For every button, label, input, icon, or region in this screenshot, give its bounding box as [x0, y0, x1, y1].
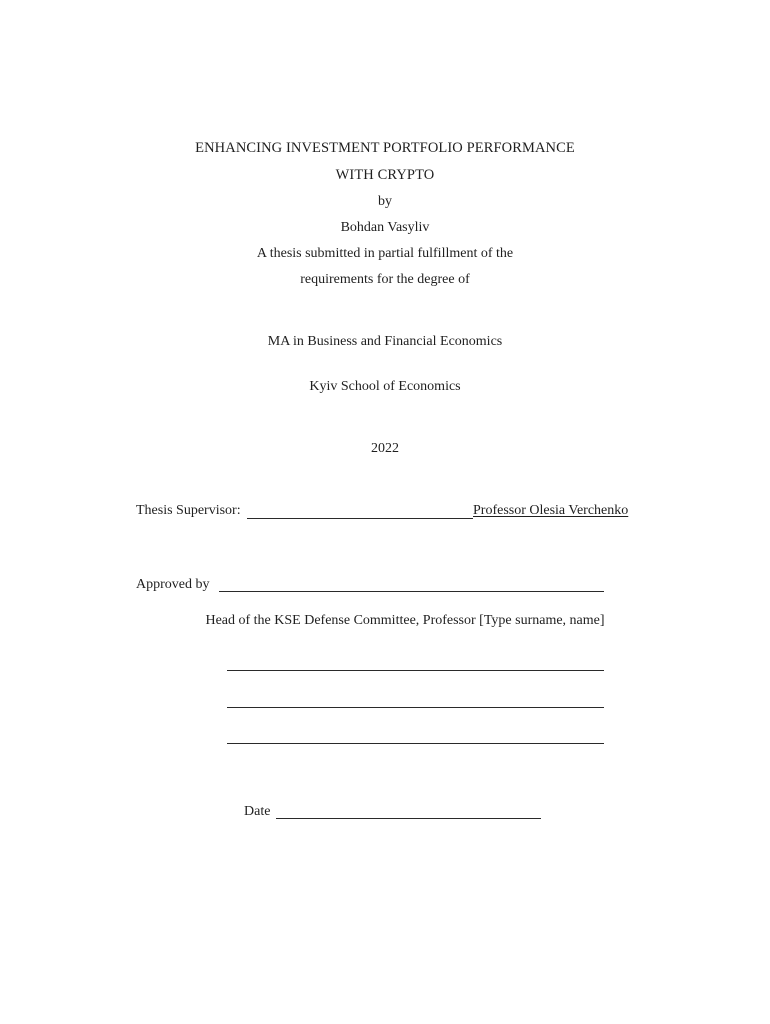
thesis-statement-line-1: A thesis submitted in partial fulfillment of the [256, 246, 514, 261]
school-name: Kyiv School of Economics [309, 379, 461, 394]
approved-by-signature-line [219, 591, 604, 592]
committee-head-caption: Head of the KSE Defense Committee, Professor [Type surname, name] [205, 613, 605, 628]
date-label: Date [244, 804, 271, 819]
committee-signature-line [227, 670, 604, 671]
year: 2022 [371, 441, 399, 456]
date-signature-line [276, 818, 541, 819]
committee-signature-line [227, 707, 604, 708]
committee-signature-line [227, 743, 604, 744]
thesis-statement-line-2: requirements for the degree of [300, 272, 470, 287]
supervisor-name: Professor Olesia Verchenko [473, 503, 629, 518]
by-text: by [378, 194, 392, 209]
approved-by-label: Approved by [136, 577, 210, 592]
supervisor-label: Thesis Supervisor: [136, 503, 241, 518]
title-line-1: ENHANCING INVESTMENT PORTFOLIO PERFORMANCE [195, 140, 575, 156]
degree-name: MA in Business and Financial Economics [267, 334, 503, 349]
author-name: Bohdan Vasyliv [340, 220, 430, 235]
title-line-2: WITH CRYPTO [335, 167, 435, 183]
supervisor-signature-line [247, 518, 473, 519]
